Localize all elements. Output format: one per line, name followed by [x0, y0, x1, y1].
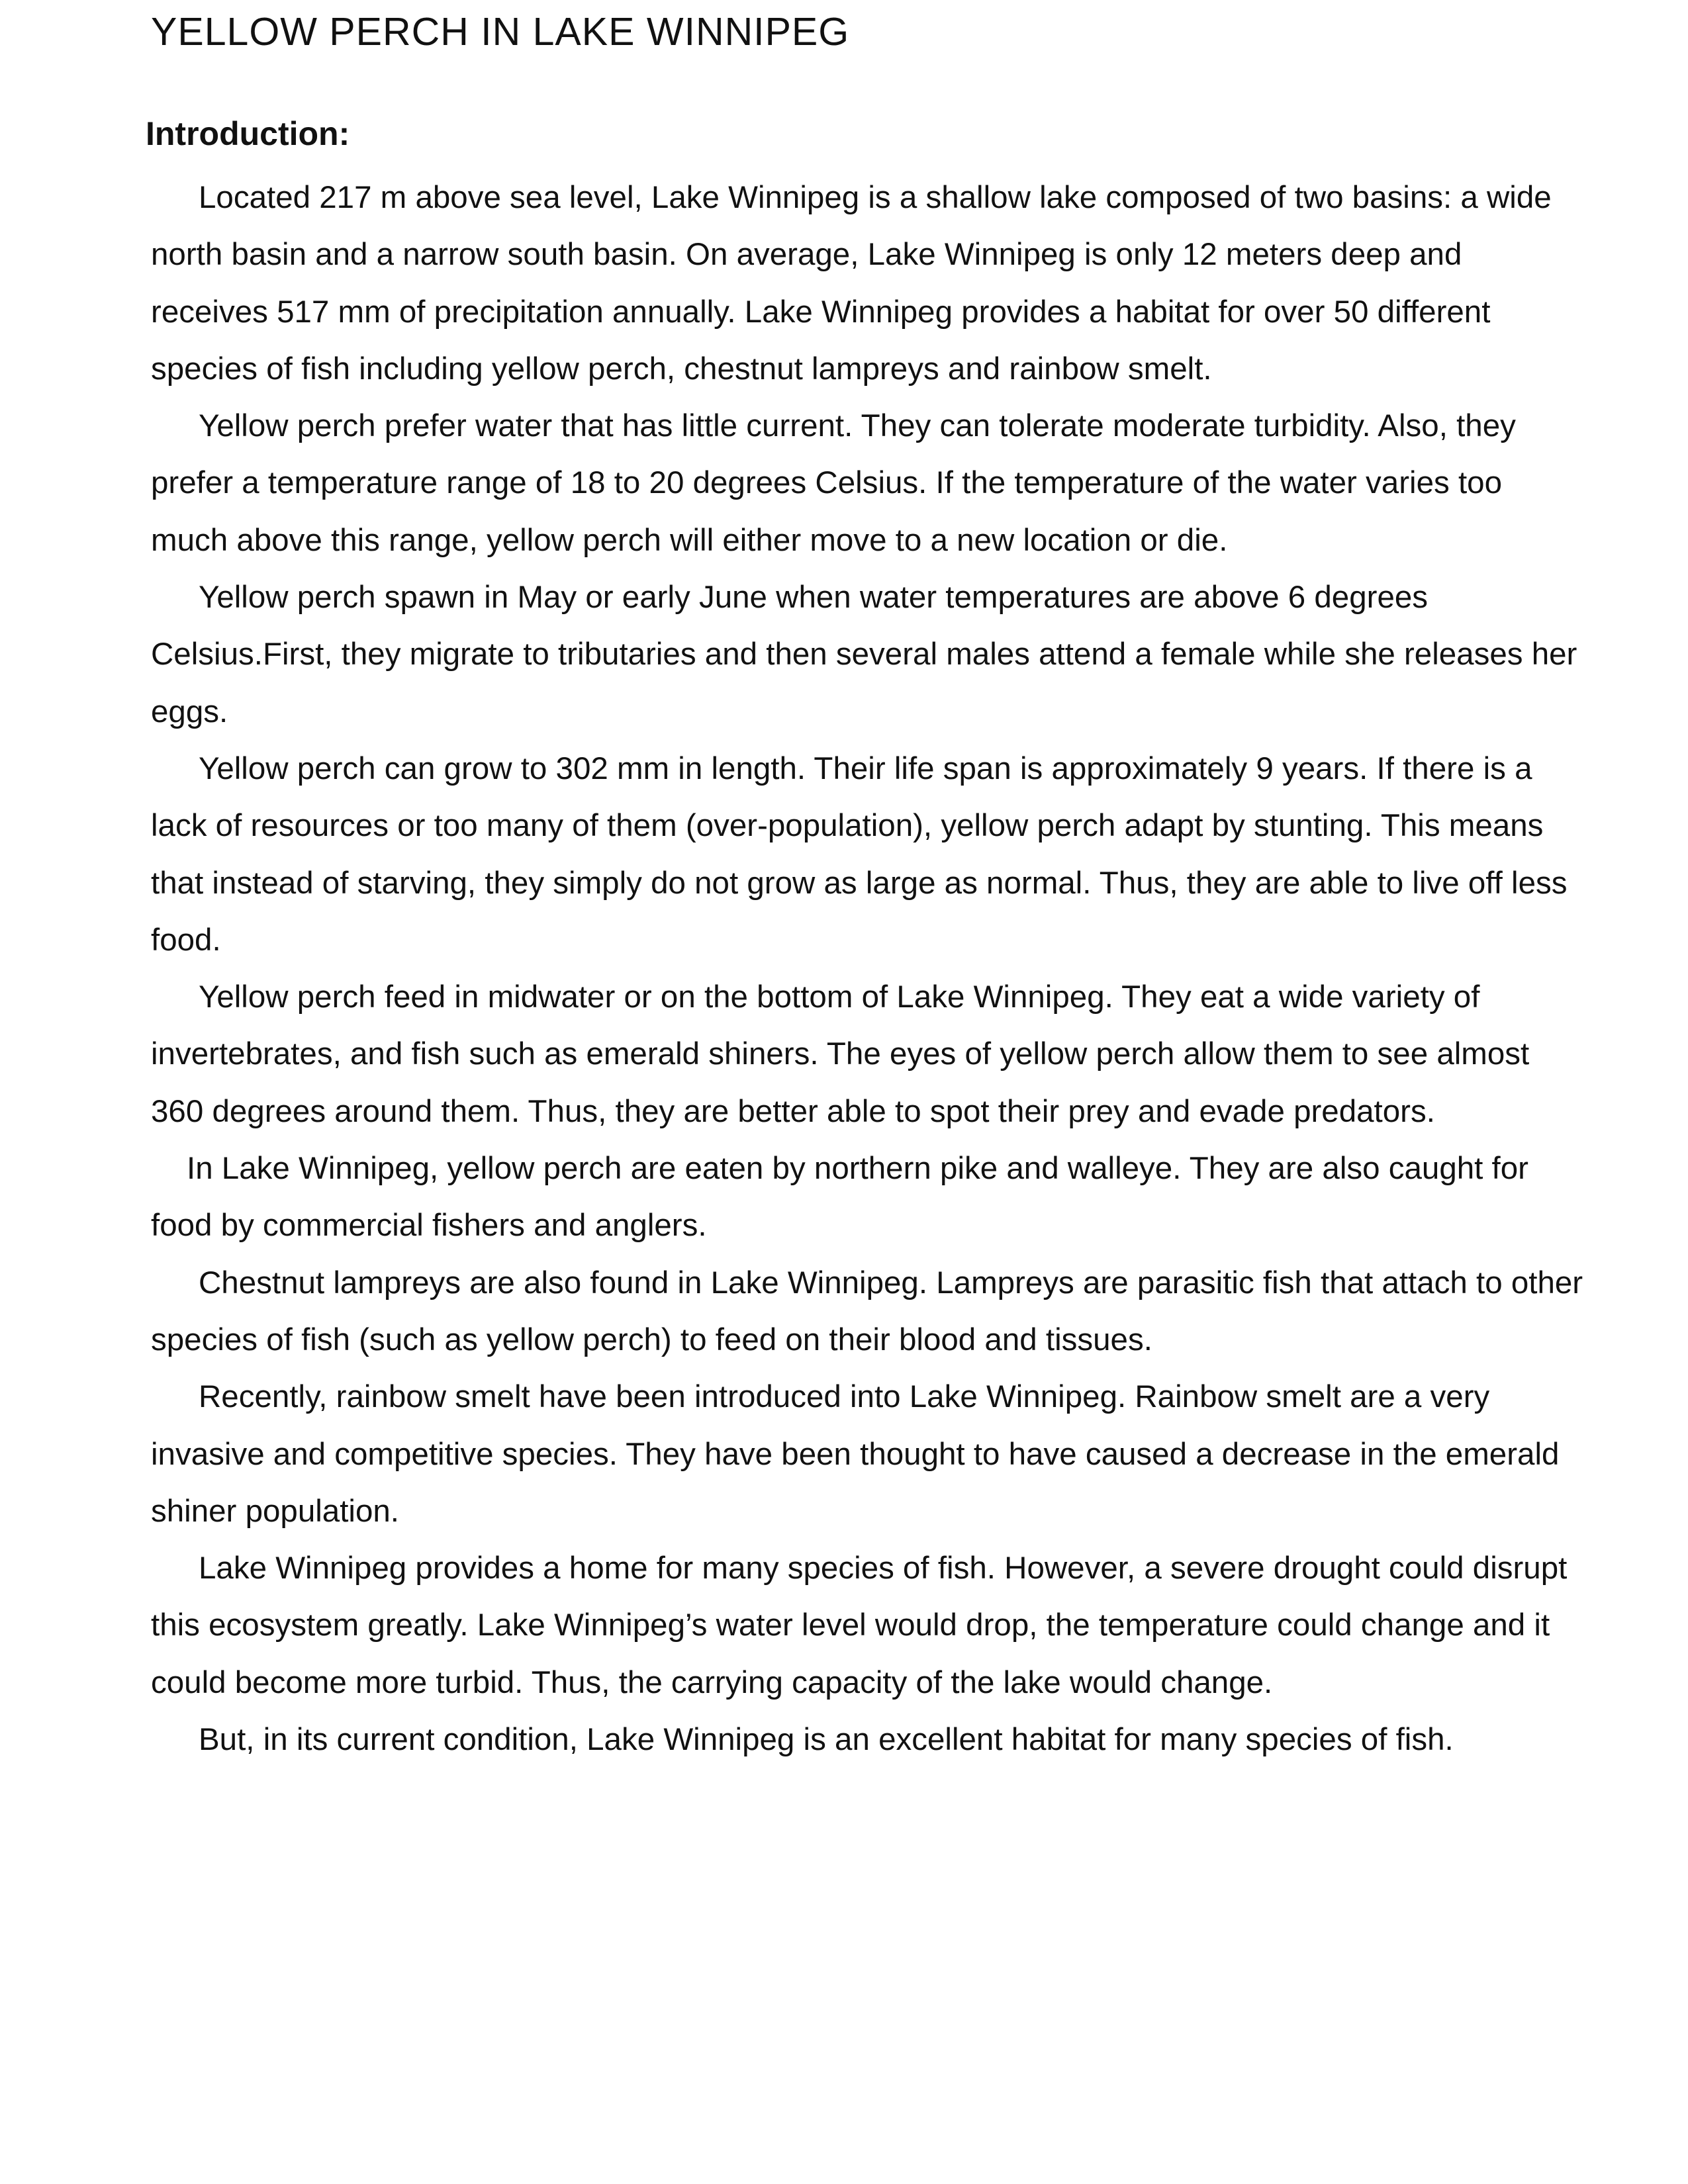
paragraph-lampreys: Chestnut lampreys are also found in Lake Winnipeg. Lampreys are parasitic fish that attach to other species of fish (such as yellow perch) to feed on their blood and tissues.	[151, 1265, 1583, 1357]
section-heading-introduction: Introduction:	[146, 115, 350, 152]
paragraph-growth: Yellow perch can grow to 302 mm in length. Their life span is approximately 9 years. If there is a lack of resources or too many of them (over-population), yellow perch adapt by stunting. This means that instead of starving, they simply do not grow as large as normal. Thus, they are able to live off less food.	[151, 751, 1568, 958]
paragraph-feeding: Yellow perch feed in midwater or on the bottom of Lake Winnipeg. They eat a wide variety of invertebrates, and fish such as emerald shiners. The eyes of yellow perch allow them to see almost 360 degrees around them. Thus, they are better able to spot their prey and evade predators.	[151, 979, 1530, 1129]
document-title: YELLOW PERCH IN LAKE WINNIPEG	[151, 10, 850, 54]
paragraph-lake-overview: Located 217 m above sea level, Lake Winnipeg is a shallow lake composed of two basins: a wide north basin and a narrow south basin. On average, Lake Winnipeg is only 12 meters deep and receives 517 mm of precipitation annually. Lake Winnipeg provides a habitat for over 50 different species of fish including yellow perch, chestnut lampreys and rainbow smelt.	[151, 180, 1552, 387]
paragraph-drought: Lake Winnipeg provides a home for many species of fish. However, a severe drought could disrupt this ecosystem greatly. Lake Winnipeg’s water level would drop, the temperature could change and it could become more turbid. Thus, the carrying capacity of the lake would change.	[151, 1551, 1568, 1700]
paragraph-conclusion: But, in its current condition, Lake Winnipeg is an excellent habitat for many species of fish.	[199, 1722, 1454, 1758]
document-body	[151, 169, 1587, 1768]
paragraph-habitat-preferences: Yellow perch prefer water that has little current. They can tolerate moderate turbidity. Also, they prefer a temperature range of 18 to 20 degrees Celsius. If the temperature of the water varies too much above this range, yellow perch will either move to a new location or die.	[151, 408, 1516, 558]
paragraph-predators: In Lake Winnipeg, yellow perch are eaten by northern pike and walleye. They are also caught for food by commercial fishers and anglers.	[151, 1151, 1528, 1244]
paragraph-spawning: Yellow perch spawn in May or early June when water temperatures are above 6 degrees Celsius.First, they migrate to tributaries and then several males attend a female while she releases her eggs.	[151, 580, 1577, 729]
paragraph-rainbow-smelt: Recently, rainbow smelt have been introduced into Lake Winnipeg. Rainbow smelt are a very invasive and competitive species. They have been thought to have caused a decrease in the emerald shiner population.	[151, 1379, 1560, 1529]
